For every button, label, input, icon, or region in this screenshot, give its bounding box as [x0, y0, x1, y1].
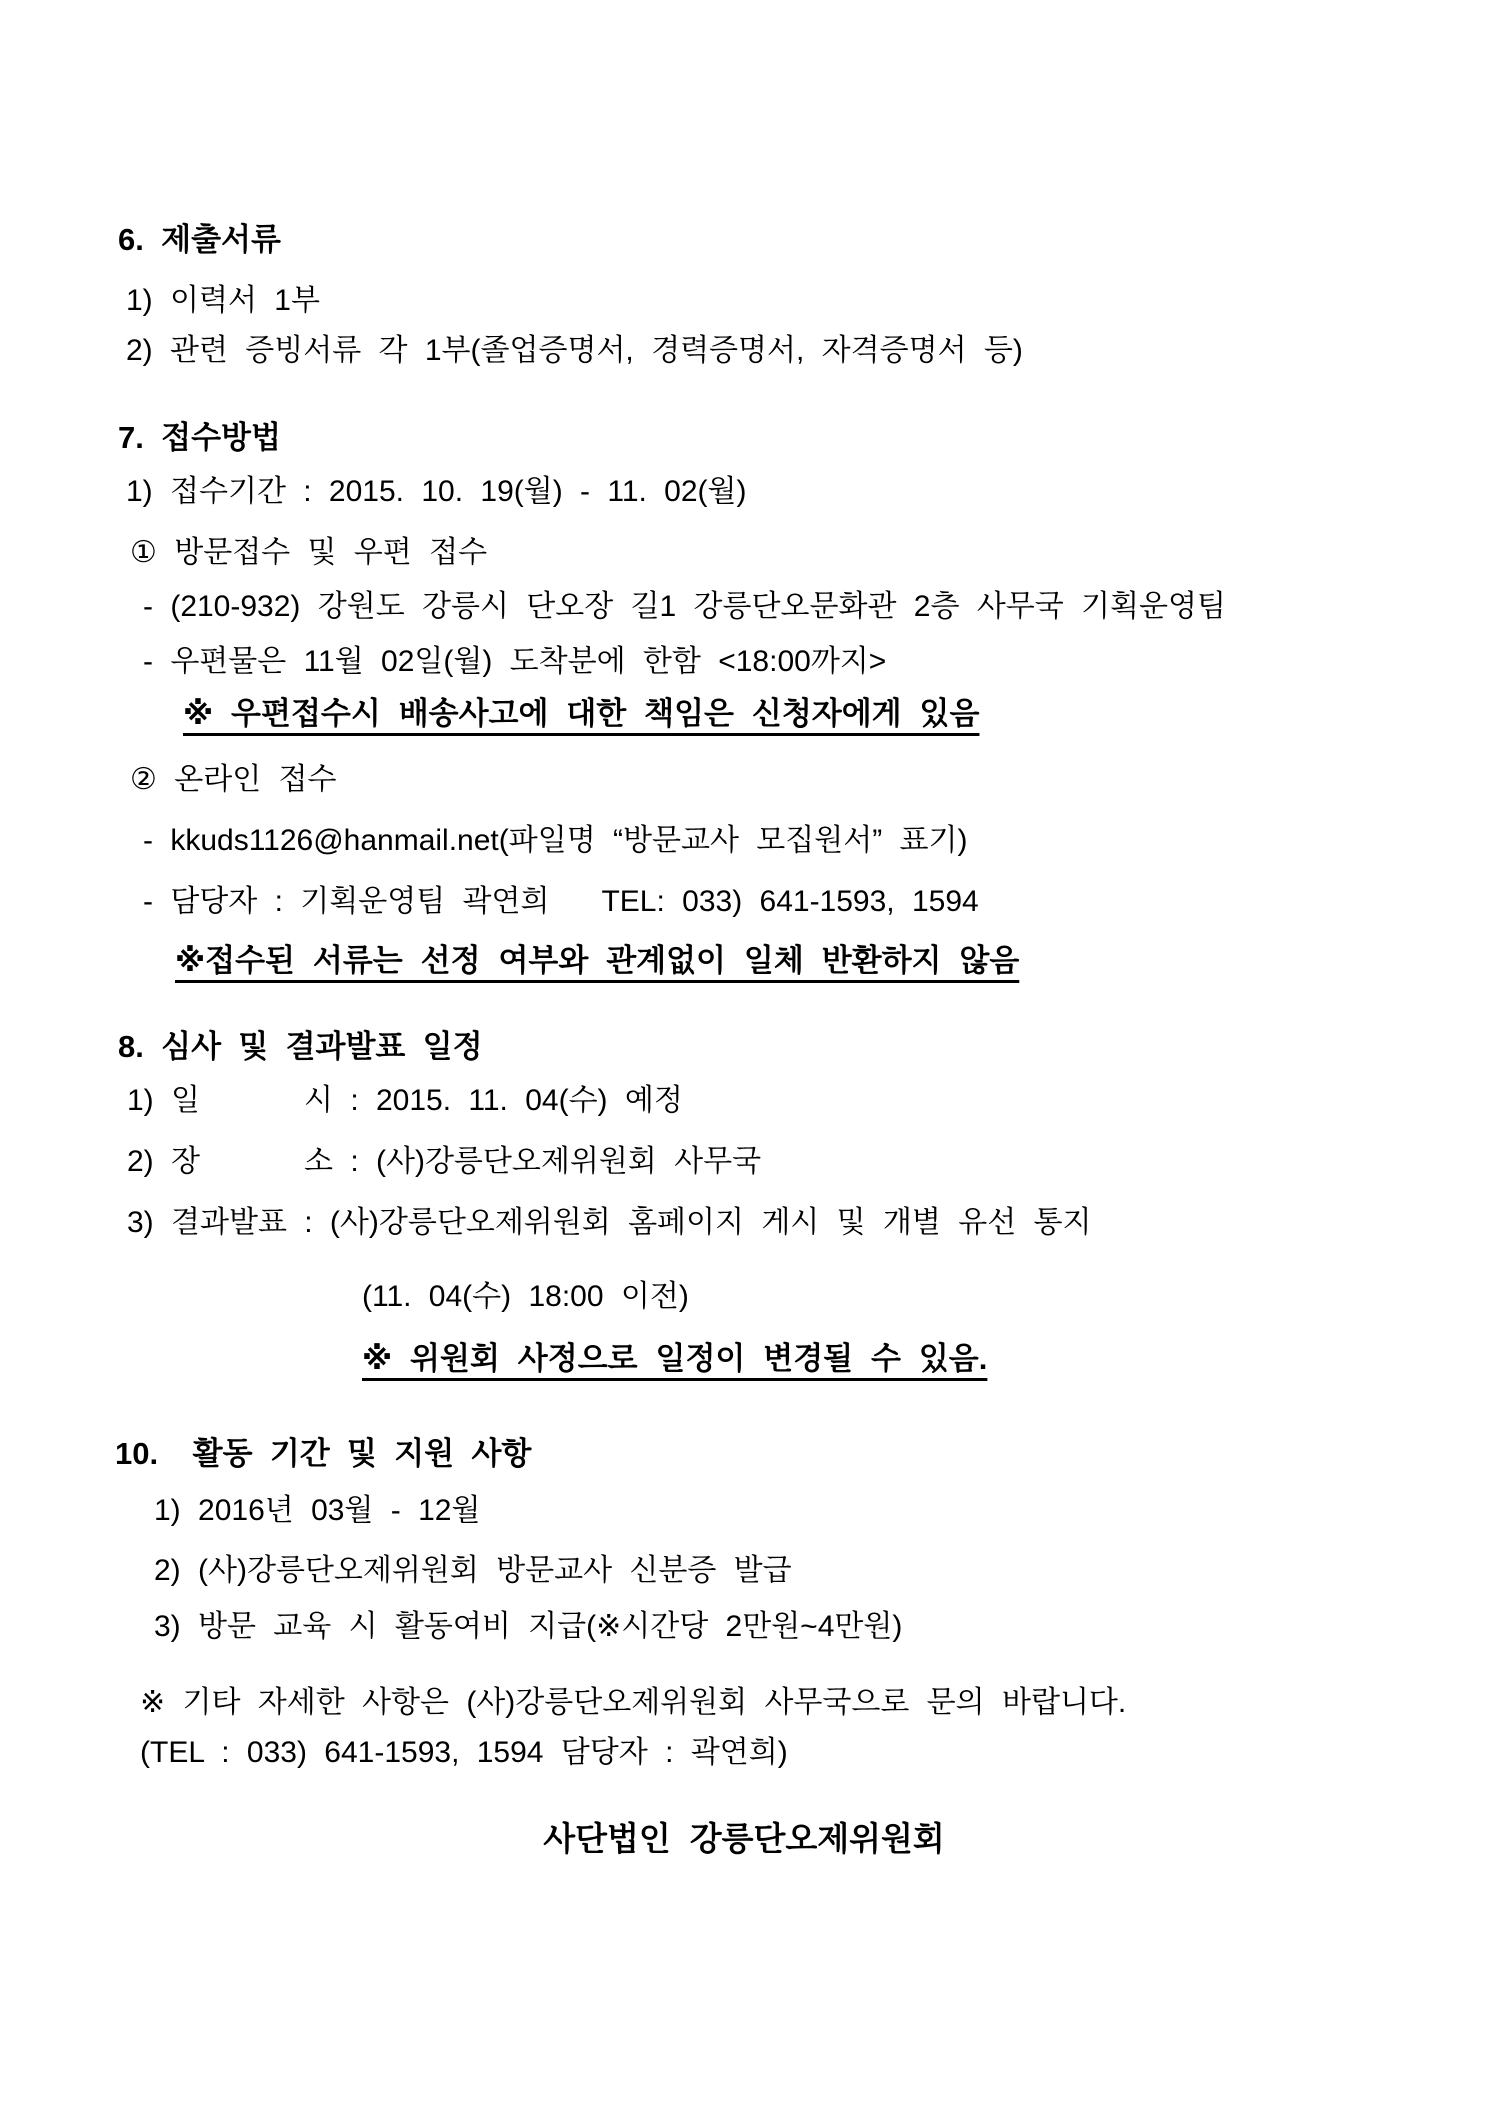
inquiry-tel-line: (TEL : 033) 641-1593, 1594 담당자 : 곽연희)	[140, 1736, 788, 1769]
result-announcement-item: 3) 결과발표 : (사)강릉단오제위원회 홈페이지 게시 및 개별 유선 통지	[127, 1206, 1092, 1239]
mail-deadline-line: - 우편물은 11월 02일(월) 도착분에 한함 <18:00까지>	[143, 645, 887, 678]
review-date-item: 1) 일 시 : 2015. 11. 04(수) 예정	[127, 1084, 683, 1117]
visit-mail-method-label: ① 방문접수 및 우편 접수	[130, 536, 488, 569]
online-method-label: ② 온라인 접수	[130, 763, 337, 796]
org-signature: 사단법인 강릉단오제위원회	[543, 1820, 945, 1857]
section-6-heading: 6. 제출서류	[118, 222, 281, 257]
no-return-notice: ※접수된 서류는 선정 여부와 관계없이 일체 반환하지 않음	[175, 943, 1020, 978]
address-line: - (210-932) 강원도 강릉시 단오장 길1 강릉단오문화관 2층 사무국 기획운영팀	[143, 590, 1226, 623]
supporting-docs-item: 2) 관련 증빙서류 각 1부(졸업증명서, 경력증명서, 자격증명서 등)	[126, 334, 1023, 367]
id-card-item: 2) (사)강릉단오제위원회 방문교사 신분증 발급	[154, 1554, 792, 1587]
section-7-heading: 7. 접수방법	[118, 420, 281, 455]
review-place-item: 2) 장 소 : (사)강릉단오제위원회 사무국	[127, 1145, 762, 1178]
application-period-item: 1) 접수기간 : 2015. 10. 19(월) - 11. 02(월)	[126, 475, 747, 508]
schedule-change-notice: ※ 위원회 사정으로 일정이 변경될 수 있음.	[362, 1341, 988, 1376]
inquiry-notice: ※ 기타 자세한 사항은 (사)강릉단오제위원회 사무국으로 문의 바랍니다.	[140, 1686, 1127, 1719]
contact-line: - 담당자 : 기획운영팀 곽연희 TEL: 033) 641-1593, 1594	[143, 885, 979, 918]
section-8-heading: 8. 심사 및 결과발표 일정	[118, 1029, 483, 1064]
section-10-heading: 10. 활동 기간 및 지원 사항	[115, 1436, 532, 1471]
email-line: - kkuds1126@hanmail.net(파일명 “방문교사 모집원서” 표기)	[143, 824, 968, 857]
activity-period-item: 1) 2016년 03월 - 12월	[154, 1494, 481, 1527]
allowance-item: 3) 방문 교육 시 활동여비 지급(※시간당 2만원~4만원)	[154, 1610, 903, 1643]
resume-item: 1) 이력서 1부	[126, 284, 320, 317]
mail-risk-notice: ※ 우편접수시 배송사고에 대한 책임은 신청자에게 있음	[183, 696, 980, 731]
result-time-line: (11. 04(수) 18:00 이전)	[362, 1280, 689, 1313]
